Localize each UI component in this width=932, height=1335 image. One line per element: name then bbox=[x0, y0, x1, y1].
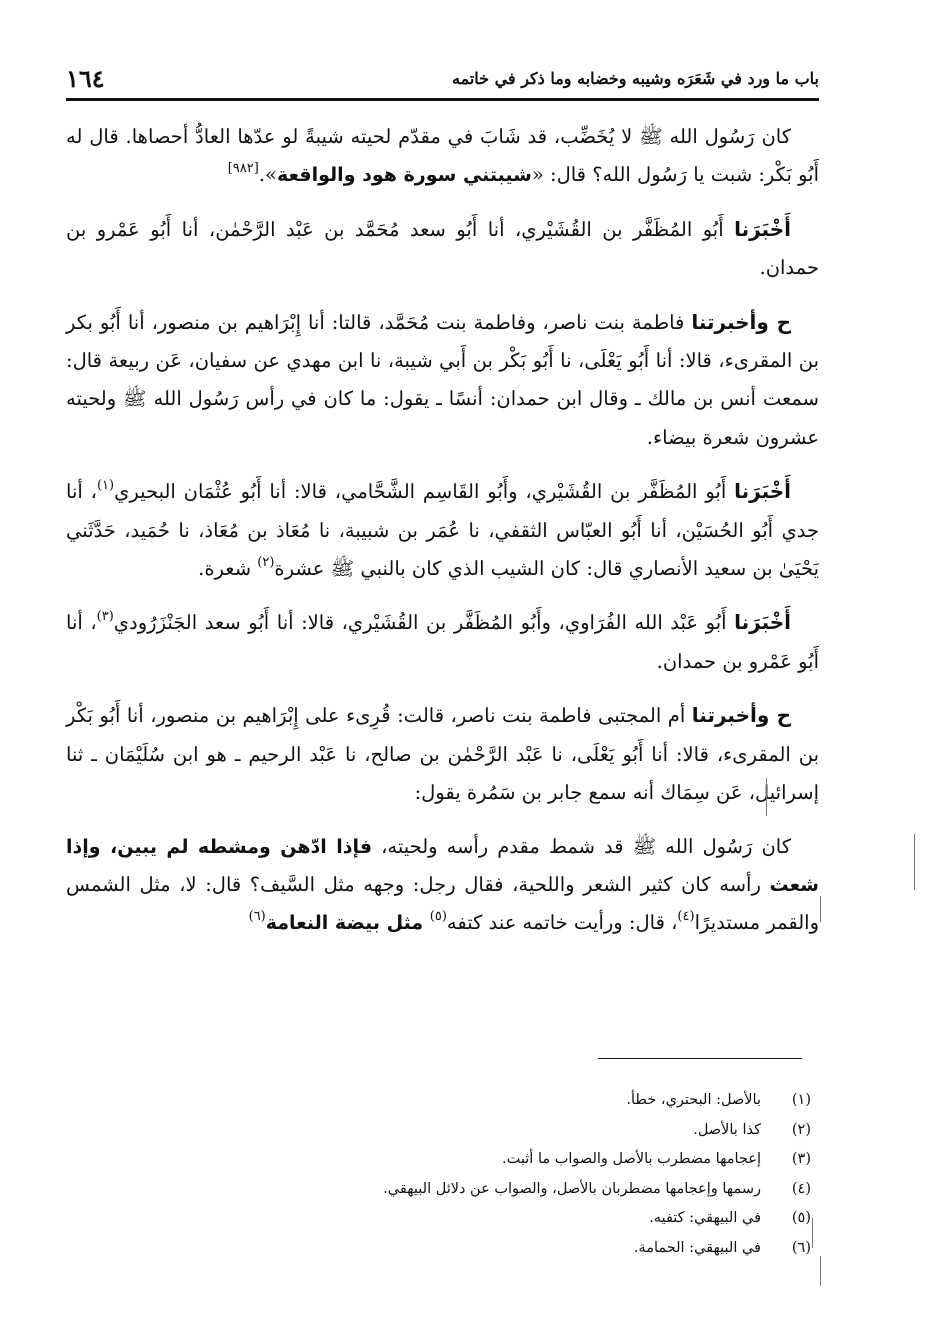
footnote-number: (٢) bbox=[791, 1121, 811, 1138]
footnote-1 bbox=[66, 1086, 819, 1116]
scan-margin-mark bbox=[812, 1218, 813, 1248]
paragraph-3 bbox=[66, 303, 819, 458]
isnad-lead-word: أَخْبَرَنا bbox=[734, 479, 792, 504]
paragraph-7-text-b: رأسه كان كثير الشعر واللحية، فقال رجل: وجهه مثل السَّيف؟ قال: لا، مثل الشمس والقمر مستديرًا bbox=[66, 872, 819, 935]
hadith-reference-number: [٩٨٢] bbox=[227, 161, 259, 177]
page-number: ١٦٤ bbox=[66, 63, 105, 93]
footnote-text: في البيهقي: كتفيه. bbox=[649, 1210, 761, 1226]
paragraph-1-text: كان رَسُول الله ﷺ لا يُخَضِّب، قد شَابَ في مقدّم لحيته شيبةً لو عدّها العادُّ أحصاها. قال له أَبُو بَكْر: شبت يا رَسُول الله؟ قال: « bbox=[66, 125, 819, 187]
footnote-2 bbox=[66, 1116, 819, 1146]
paragraph-5 bbox=[66, 603, 819, 681]
isnad-lead-word: ح وأخبرتنا bbox=[691, 703, 791, 728]
footnote-text: بالأصل: البحتري، خطأ. bbox=[626, 1092, 761, 1108]
paragraph-7-bold-a: فإذا ادّهن ومشطه لم يبين، وإذا شعث bbox=[66, 835, 819, 896]
paragraph-6-text: أم المجتبى فاطمة بنت ناصر، قالت: قُرِىء على إِبْرَاهيم بن منصور، أنا أَبُو بَكْر بن المقرىء، قالا: أنا أَبُو يَعْلَى، نا عَبْد الرَّحْمٰن بن صالح، نا عَبْد الرحيم ـ هو ابن سُلَيْمَان ـ ثنا إسرائيل، عَن سِمَاك أنه سمع جابر بن سَمُرة يقول: bbox=[66, 704, 819, 805]
footnote-number: (١) bbox=[791, 1092, 811, 1108]
footnote-marker-6[interactable]: (٦) bbox=[248, 909, 266, 925]
footnote-number: (٤) bbox=[791, 1180, 811, 1197]
main-text bbox=[66, 118, 819, 958]
paragraph-7-bold-b: مثل بيضة النعامة bbox=[265, 912, 430, 935]
isnad-lead-word: أَخْبَرَنا bbox=[734, 216, 791, 241]
footnote-marker-2[interactable]: (٢) bbox=[257, 555, 275, 571]
paragraph-4 bbox=[66, 472, 819, 588]
scan-margin-mark bbox=[820, 1256, 821, 1286]
header-rule bbox=[66, 98, 819, 101]
paragraph-6 bbox=[66, 696, 819, 812]
paragraph-2 bbox=[66, 210, 819, 288]
isnad-lead-word: ح وأخبرتنا bbox=[691, 309, 791, 334]
footnote-marker-5[interactable]: (٥) bbox=[429, 909, 447, 925]
paragraph-2-text: أَبُو المُظَفَّر بن القُشَيْري، أنا أَبُو سعد مُحَمَّد بن عَبْد الرَّحْمٰن، أنا أَبُو عَمْرو بن حمدان. bbox=[66, 217, 819, 280]
paragraph-4-text-b: ، أنا جدي أَبُو الحُسَيْن، أنا أَبُو العبّاس الثقفي، نا عُمَر بن شبيبة، نا مُعَاذ بن مُعَاذ، نا حُمَيد، حَدَّثَني يَحْيَىٰ بن سعيد الأنصاري قال: كان الشيب الذي كان بالنبي ﷺ عشرة bbox=[66, 480, 819, 581]
footnote-3 bbox=[66, 1145, 819, 1175]
paragraph-4-text-c: شعرة. bbox=[198, 557, 258, 581]
footnote-marker-1[interactable]: (١) bbox=[96, 478, 115, 494]
chapter-title: باب ما ورد في شَعَرَه وشيبه وخضابه وما ذكر في خاتمه bbox=[452, 68, 819, 88]
footnote-4 bbox=[66, 1175, 819, 1205]
hadith-quote: شيبتني سورة هود والواقعة bbox=[276, 164, 532, 187]
paragraph-5-text-b: ، أنا أَبُو عَمْرو بن حمدان. bbox=[66, 611, 819, 673]
paragraph-7 bbox=[66, 828, 819, 943]
footnote-marker-4[interactable]: (٤) bbox=[677, 909, 695, 925]
footnote-separator bbox=[598, 1058, 802, 1059]
footnote-text: رسمها وإعجامها مضطربان بالأصل، والصواب عن دلائل البيهقي. bbox=[383, 1180, 761, 1197]
footnote-number: (٣) bbox=[791, 1151, 811, 1167]
paragraph-3-text: فاطمة بنت ناصر، وفاطمة بنت مُحَمَّد، قالتا: أنا إِبْرَاهيم بن منصور، أنا أَبُو بكر بن المقرىء، قالا: أنا أَبُو يَعْلَى، نا أَبُو بَكْر بن أَبي شيبة، نا ابن مهدي عن سفيان، عَن ربيعة قال: سمعت أنس بن مالك ـ وقال ابن حمدان: أنسًا ـ يقول: ما كان في رأس رَسُول الله ﷺ ولحيته عشرون شعرة بيضاء. bbox=[66, 310, 819, 449]
paragraph-7-text-c: ، قال: ورأيت خاتمه عند كتفه bbox=[446, 911, 678, 935]
scan-margin-mark bbox=[820, 896, 821, 922]
footnote-5 bbox=[66, 1204, 819, 1234]
paragraph-7-text-a: كان رَسُول الله ﷺ قد شمط مقدم رأسه ولحيته، bbox=[372, 834, 792, 858]
footnotes bbox=[66, 1086, 819, 1263]
paragraph-4-text-a: أَبُو المُظَفَّر بن القُشَيْري، وأَبُو القَاسِم الشَّحَّامي، قالا: أنا أَبُو عُثْمَان البحيري bbox=[114, 480, 735, 504]
quote-close: ». bbox=[258, 163, 277, 187]
footnote-text: كذا بالأصل. bbox=[693, 1121, 761, 1138]
footnote-number: (٥) bbox=[791, 1210, 811, 1226]
footnote-marker-3[interactable]: (٣) bbox=[96, 609, 114, 625]
scan-margin-mark bbox=[766, 778, 767, 816]
footnote-text: إعجامها مضطرب بالأصل والصواب ما أثبت. bbox=[502, 1151, 761, 1167]
isnad-lead-word: أَخْبَرَنا bbox=[734, 610, 792, 635]
page-header bbox=[66, 58, 819, 98]
paragraph-1 bbox=[66, 118, 819, 195]
footnote-number: (٦) bbox=[791, 1239, 811, 1256]
footnote-6 bbox=[66, 1234, 819, 1264]
scan-margin-mark bbox=[914, 834, 915, 890]
footnote-text: في البيهقي: الحمامة. bbox=[633, 1239, 761, 1256]
paragraph-5-text-a: أَبُو عَبْد الله الفُرَاوي، وأَبُو المُظَفَّر بن القُشَيْري، قالا: أنا أَبُو سعد الجَنْزَرُودي bbox=[113, 611, 735, 635]
